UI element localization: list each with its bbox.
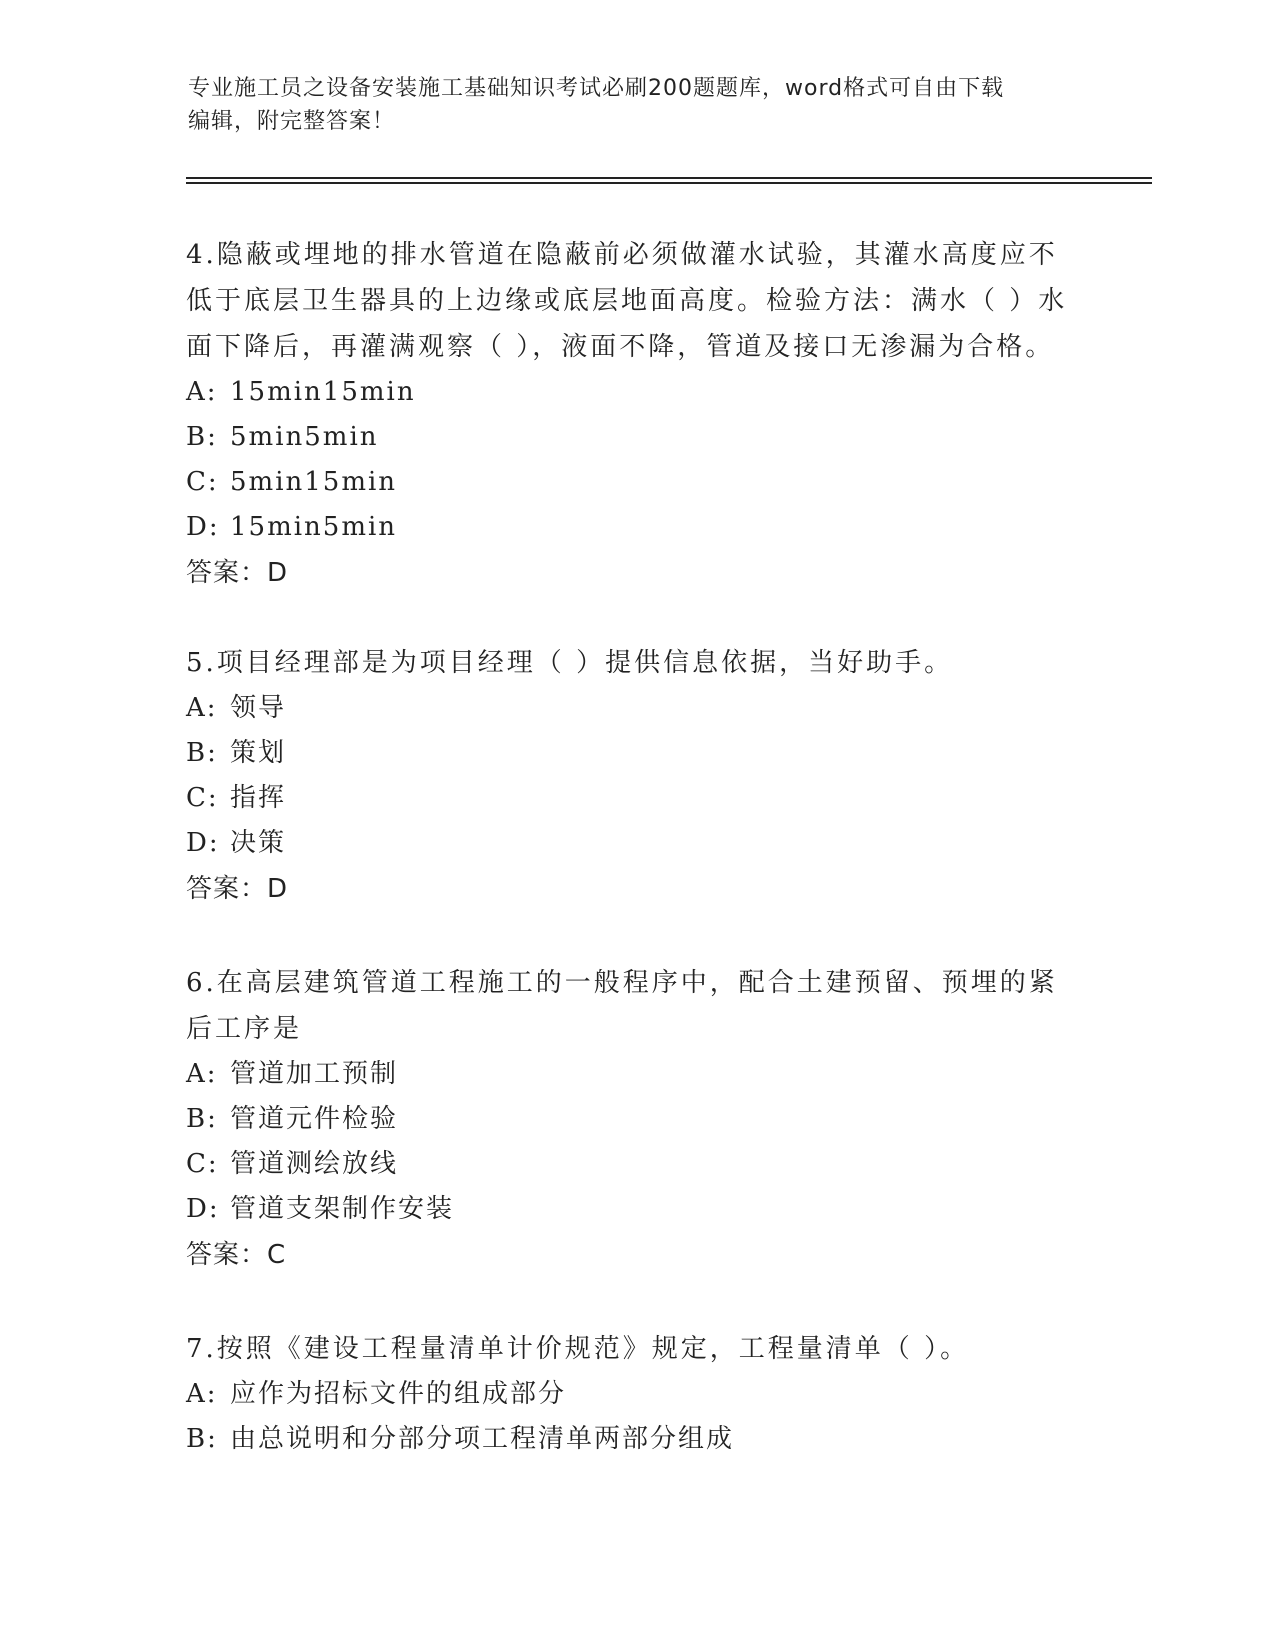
question-4-line-1: 4.隐蔽或埋地的排水管道在隐蔽前必须做灌水试验，其灌水高度应不 [186,240,1058,270]
header-divider-bottom [186,182,1152,184]
option-d: D: 15min5min [186,512,398,542]
answer-line: 答案：D [186,558,289,588]
question-7-line-1: 7.按照《建设工程量清单计价规范》规定，工程量清单（ ）。 [186,1334,970,1364]
question-7 [186,1326,1086,1462]
option-d: D: 管道支架制作安装 [186,1194,455,1224]
document-header [188,72,1088,138]
option-a: A: 领导 [186,693,287,723]
option-c: C: 指挥 [186,783,287,813]
question-4 [186,232,1086,596]
option-a: A: 管道加工预制 [186,1059,399,1089]
option-d: D: 决策 [186,828,287,858]
option-b: B: 策划 [186,738,287,768]
header-line-1: 专业施工员之设备安装施工基础知识考试必刷200题题库，word格式可自由下载 [188,76,1005,101]
question-4-line-2: 低于底层卫生器具的上边缘或底层地面高度。检验方法：满水（ ）水 [186,286,1068,316]
option-a: A: 应作为招标文件的组成部分 [186,1379,567,1409]
answer-line: 答案：D [186,874,289,904]
option-c: C: 5min15min [186,467,398,497]
header-line-2: 编辑，附完整答案！ [188,109,396,134]
question-5 [186,640,1086,912]
option-b: B: 由总说明和分部分项工程清单两部分组成 [186,1424,735,1454]
answer-line: 答案：C [186,1240,287,1270]
question-6 [186,960,1086,1278]
option-c: C: 管道测绘放线 [186,1149,399,1179]
question-5-line-1: 5.项目经理部是为项目经理（ ）提供信息依据，当好助手。 [186,648,954,678]
option-b: B: 5min5min [186,422,379,452]
question-4-line-3: 面下降后，再灌满观察（ ），液面不降，管道及接口无渗漏为合格。 [186,332,1055,362]
header-divider-top [186,177,1152,179]
option-a: A: 15min15min [186,377,416,407]
question-6-line-2: 后工序是 [186,1014,303,1044]
option-b: B: 管道元件检验 [186,1104,399,1134]
question-6-line-1: 6.在高层建筑管道工程施工的一般程序中，配合土建预留、预埋的紧 [186,968,1058,998]
